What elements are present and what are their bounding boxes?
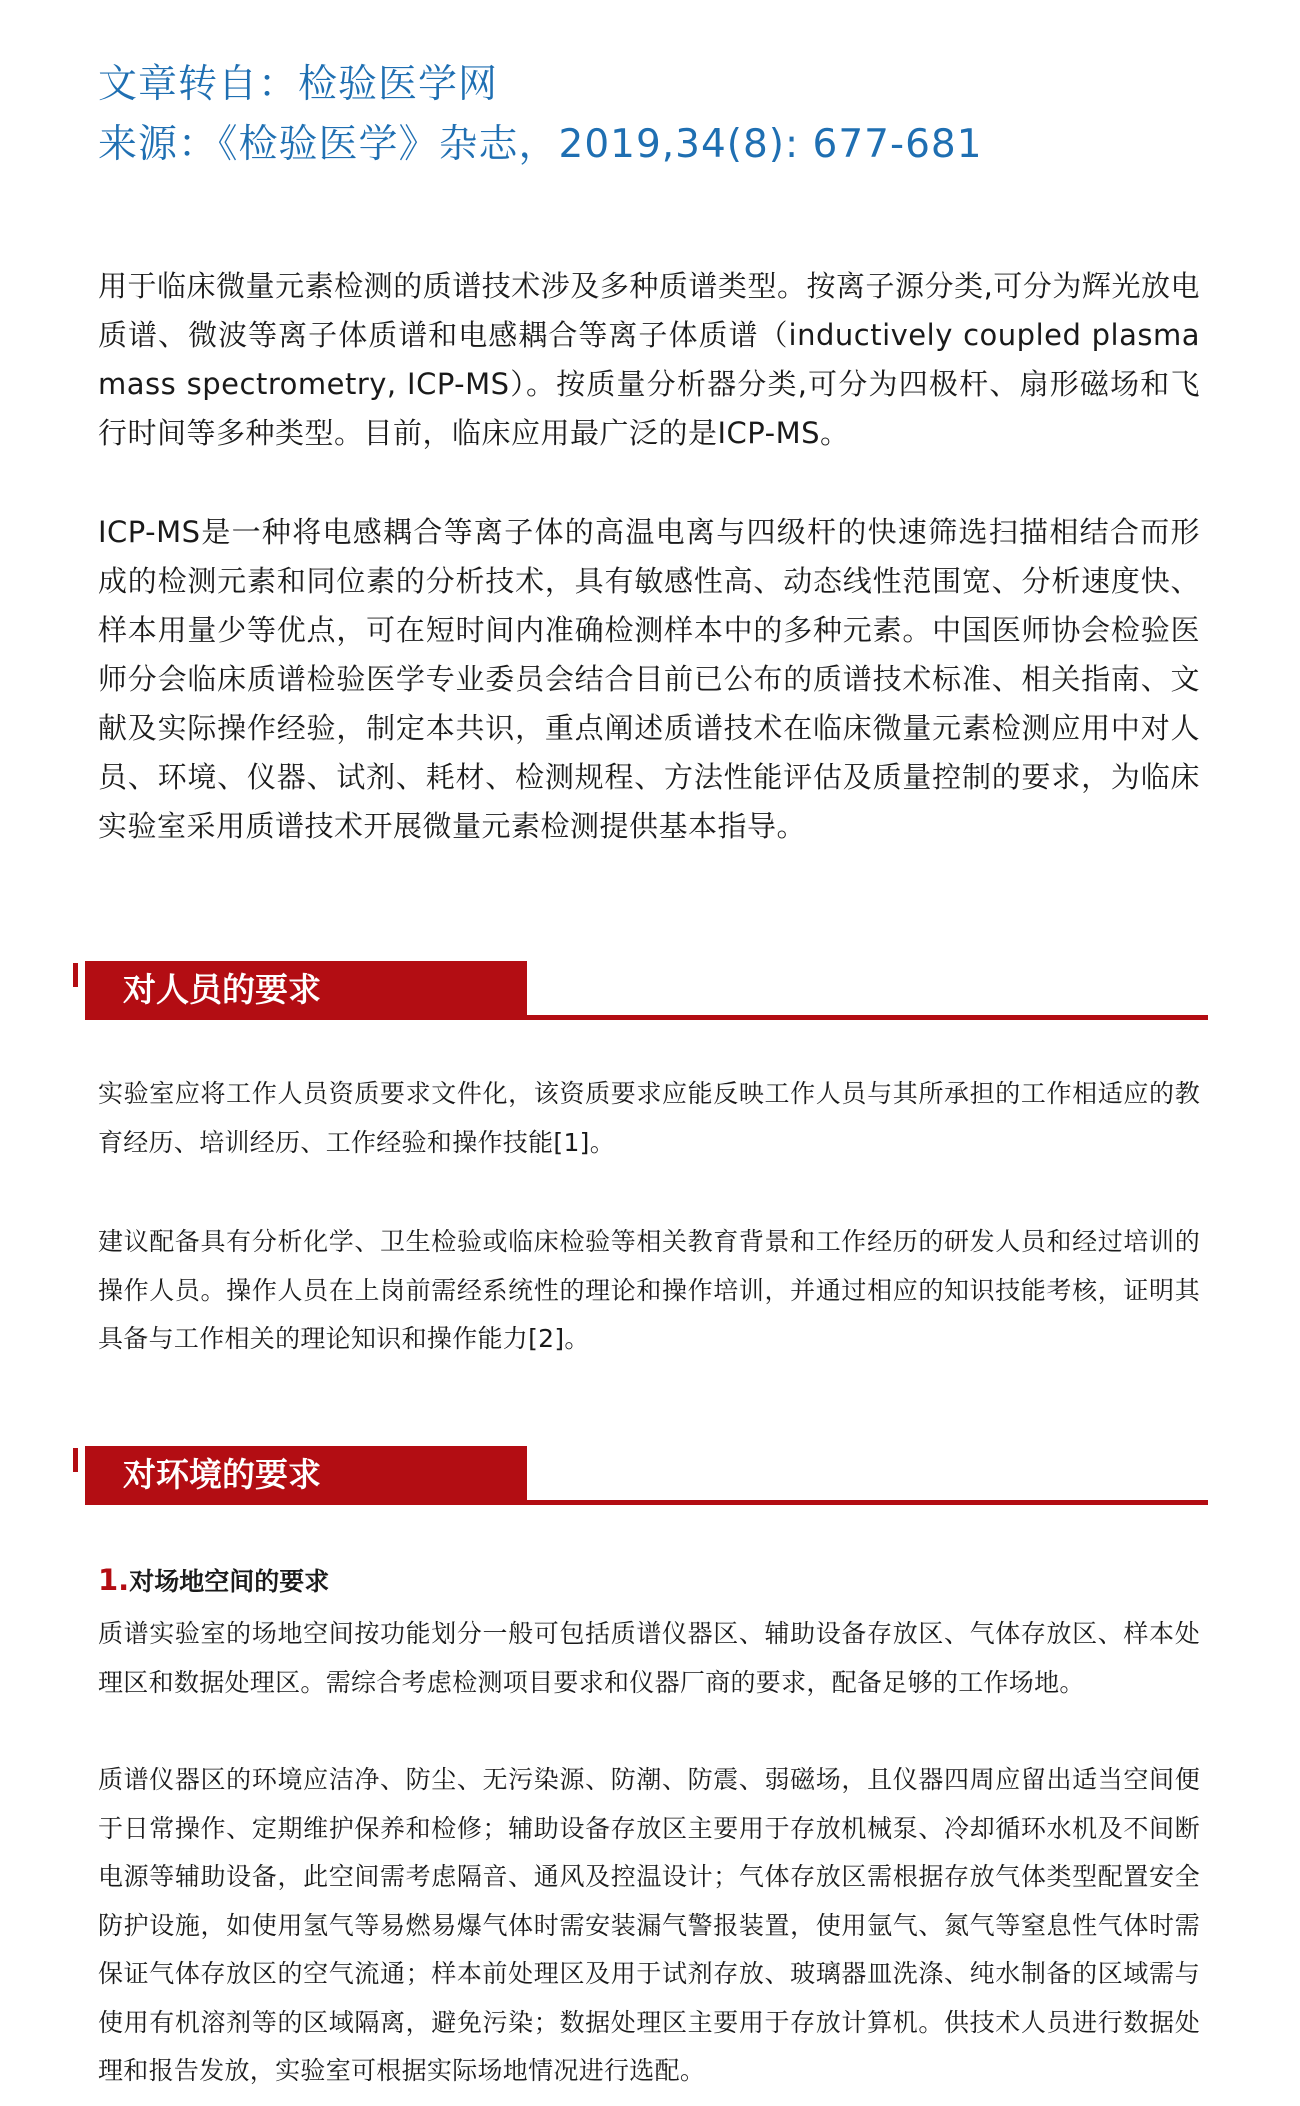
section-title: 对人员的要求: [123, 970, 321, 1009]
section-title-block: [85, 961, 527, 1017]
personnel-paragraph-1: 实验室应将工作人员资质要求文件化，该资质要求应能反映工作人员与其所承担的工作相适应的教育经历、培训经历、工作经验和操作技能[1]。: [98, 1079, 1200, 1157]
environment-paragraph-2: 质谱仪器区的环境应洁净、防尘、无污染源、防潮、防震、弱磁场，且仪器四周应留出适当空间便于日常操作、定期维护保养和检修；辅助设备存放区主要用于存放机械泵、冷却循环水机及不间断电源等辅助设备，此空间需考虑隔音、通风及控温设计；气体存放区需根据存放气体类型配置安全防护设施，如使用氢气等易燃易爆气体时需安装漏气警报装置，使用氩气、氮气等窒息性气体时需保证气体存放区的空气流通；样本前处理区及用于试剂存放、玻璃器皿洗涤、纯水制备的区域需与使用有机溶剂等的区域隔离，避免污染；数据处理区主要用于存放计算机。供技术人员进行数据处理和报告发放，实验室可根据实际场地情况进行选配。: [98, 1765, 1200, 2085]
source-reprint-line: 文章转自：检验医学网: [98, 62, 499, 107]
intro-paragraph-1: 用于临床微量元素检测的质谱技术涉及多种质谱类型。按离子源分类,可分为辉光放电质谱、微波等离子体质谱和电感耦合等离子体质谱（inductively coupled plasma mass spectrometry, ICP-MS）。按质量分析器分类,可分为四极杆、扇形磁场和飞行时间等多种类型。目前，临床应用最广泛的是ICP-MS。: [98, 269, 1200, 450]
section-header-personnel: [73, 961, 1208, 1023]
section-title-block: [85, 1446, 527, 1502]
section-header-environment: [73, 1446, 1208, 1508]
section-title: 对环境的要求: [123, 1455, 321, 1494]
source-info: [98, 55, 983, 175]
section-divider: [85, 1015, 1208, 1020]
subsection-title: 对场地空间的要求: [129, 1567, 330, 1596]
section-divider: [85, 1500, 1208, 1505]
subsection-heading-site-space: [98, 1560, 329, 1602]
subsection-number: 1.: [98, 1563, 130, 1597]
source-journal-line: 来源：《检验医学》杂志，2019,34(8): 677-681: [98, 122, 983, 167]
section-accent-bar: [73, 963, 78, 987]
environment-paragraph-1: 质谱实验室的场地空间按功能划分一般可包括质谱仪器区、辅助设备存放区、气体存放区、样本处理区和数据处理区。需综合考虑检测项目要求和仪器厂商的要求，配备足够的工作场地。: [98, 1619, 1200, 1697]
intro-paragraph-2: ICP-MS是一种将电感耦合等离子体的高温电离与四级杆的快速筛选扫描相结合而形成的检测元素和同位素的分析技术，具有敏感性高、动态线性范围宽、分析速度快、样本用量少等优点，可在短时间内准确检测样本中的多种元素。中国医师协会检验医师分会临床质谱检验医学专业委员会结合目前已公布的质谱技术标准、相关指南、文献及实际操作经验，制定本共识，重点阐述质谱技术在临床微量元素检测应用中对人员、环境、仪器、试剂、耗材、检测规程、方法性能评估及质量控制的要求，为临床实验室采用质谱技术开展微量元素检测提供基本指导。: [98, 515, 1200, 843]
personnel-paragraph-2: 建议配备具有分析化学、卫生检验或临床检验等相关教育背景和工作经历的研发人员和经过培训的操作人员。操作人员在上岗前需经系统性的理论和操作培训，并通过相应的知识技能考核，证明其具备与工作相关的理论知识和操作能力[2]。: [98, 1227, 1200, 1353]
section-accent-bar: [73, 1448, 78, 1472]
